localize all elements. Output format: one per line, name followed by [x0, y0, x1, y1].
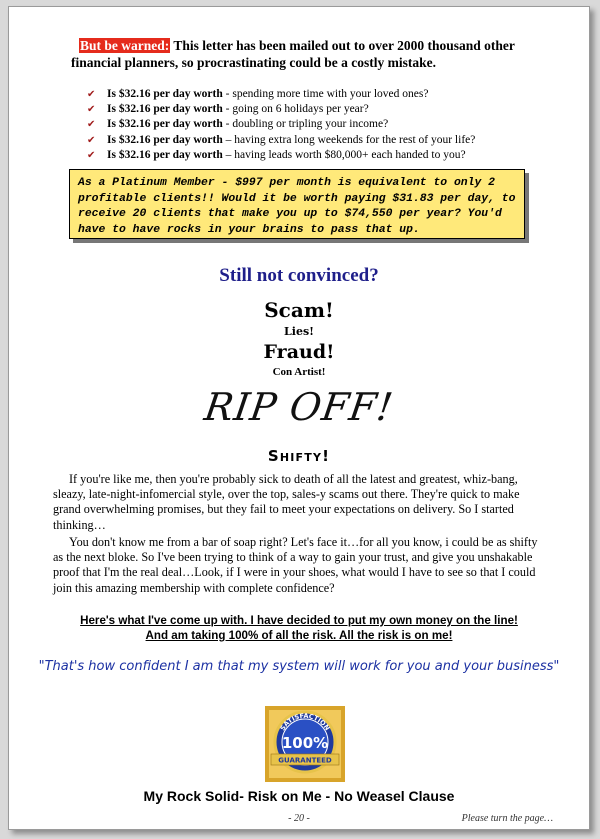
- list-item-text: - spending more time with your loved ones?: [222, 88, 429, 100]
- fraud-word: Fraud!: [263, 341, 335, 363]
- risk-statement: [9, 613, 589, 643]
- list-item-bold: Is $32.16 per day worth: [107, 148, 223, 161]
- still-not-convinced-heading: Still not convinced?: [219, 265, 379, 286]
- list-item-text: - going on 6 holidays per year?: [222, 103, 369, 116]
- list-item-text: – having leads worth $80,000+ each handed to you?: [222, 148, 466, 161]
- warning-text: This letter has been mailed out to over 2000 thousand other financial planners, so procrastinating could be a costly mistake.: [71, 38, 515, 70]
- checkmark-icon: ✔: [87, 89, 96, 100]
- satisfaction-guarantee-badge: [263, 704, 347, 784]
- list-item-text: - doubling or tripling your income?: [222, 118, 389, 131]
- warning-paragraph: [71, 37, 541, 71]
- lies-word: Lies!: [284, 325, 314, 338]
- confidence-quote: "That's how confident I am that my system will work for you and your business": [38, 659, 560, 674]
- checkmark-icon: ✔: [87, 119, 96, 131]
- risk-statement-line: And am taking 100% of all the risk. All the risk is on me!: [145, 629, 453, 642]
- scam-word: Scam!: [264, 298, 334, 322]
- list-item: [87, 87, 475, 102]
- rip-off-word: RIP OFF!: [201, 385, 397, 429]
- list-item-bold: Is $32.16 per day worth: [107, 88, 223, 100]
- badge-bottom-text: GUARANTEED: [278, 756, 332, 765]
- rock-solid-heading: My Rock Solid- Risk on Me - No Weasel Clause: [143, 788, 455, 804]
- satisfaction-seal-icon: [263, 704, 347, 784]
- turn-page-note: Please turn the page…: [461, 813, 553, 824]
- list-item: [87, 133, 475, 148]
- list-item-bold: Is $32.16 per day worth: [107, 103, 223, 116]
- badge-percent: 100%: [281, 734, 329, 752]
- list-item: [87, 102, 475, 117]
- warning-highlight: But be warned:: [80, 38, 170, 53]
- list-item-bold: Is $32.16 per day worth: [107, 118, 223, 131]
- checkmark-icon: ✔: [87, 104, 96, 116]
- body-paragraph: You don't know me from a bar of soap right? Let's face it…for all you know, i could be as shifty as the next bloke. So I've been trying to think of a way to gain your trust, and give you unshakable proof that I'm the real deal…Look, if I were in your shoes, what would I have to see so that I could join this amazing membership with complete confidence?: [53, 535, 538, 595]
- benefit-checklist: [87, 87, 475, 163]
- checkmark-icon: ✔: [87, 134, 96, 146]
- body-paragraph: If you're like me, then you're probably sick to death of all the latest and greatest, whiz-bang, sleazy, late-night-infomercial style, over the top, sales-y scams out there. They're quick to make grand overwhelming promises, but they fail to meet your expectations on delivery. So I started thinking…: [53, 472, 520, 532]
- platinum-promo-box: As a Platinum Member - $997 per month is equivalent to only 2 profitable clients!! Would it be worth paying $31.83 per day, to receive 20 clients that make you up to $74,550 per year? You'd have to have rocks in your brains to pass that up.: [69, 169, 525, 239]
- list-item: [87, 117, 475, 132]
- con-artist-word: Con Artist!: [272, 366, 326, 378]
- checkmark-icon: ✔: [87, 149, 96, 161]
- page-number: - 20 -: [288, 813, 310, 824]
- document-page: [8, 6, 590, 830]
- shifty-word: Shifty!: [267, 447, 331, 465]
- badge-top-text: SATISFACTION: [278, 711, 332, 733]
- risk-statement-line: Here's what I've come up with. I have decided to put my own money on the line!: [80, 614, 518, 627]
- list-item-bold: Is $32.16 per day worth: [107, 133, 223, 146]
- list-item-text: – having extra long weekends for the rest of your life?: [222, 133, 476, 146]
- list-item: [87, 148, 475, 163]
